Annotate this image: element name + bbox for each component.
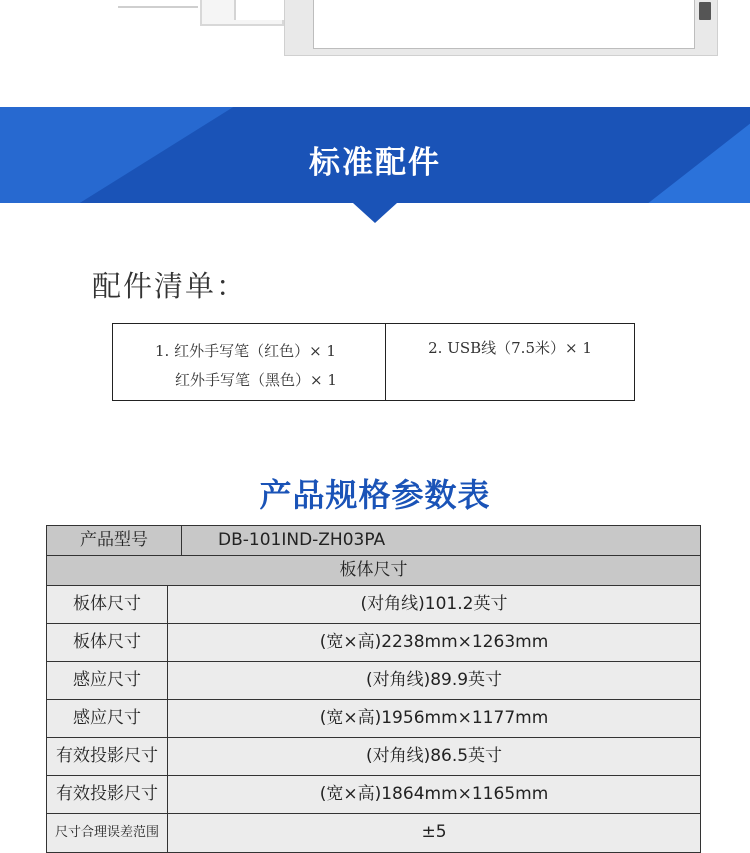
table-row	[47, 624, 700, 662]
table-row	[47, 586, 700, 624]
table-row	[47, 662, 700, 700]
spec-label: 尺寸合理误差范围	[47, 814, 168, 852]
accessory-item: 1. 红外手写笔（红色）× 1	[155, 342, 336, 360]
accessories-table	[112, 323, 635, 401]
accessory-item: 2. USB线（7.5米）× 1	[428, 339, 592, 357]
spec-label: 板体尺寸	[47, 624, 168, 661]
group-label: 板体尺寸	[339, 560, 408, 580]
spec-label: 感应尺寸	[47, 700, 168, 737]
accessory-item: 红外手写笔（黑色）× 1	[175, 371, 337, 389]
table-row	[47, 700, 700, 738]
model-value: DB-101IND-ZH03PA	[218, 530, 386, 550]
spec-label: 有效投影尺寸	[47, 776, 168, 813]
accessories-cell-2	[386, 324, 634, 400]
table-row	[47, 814, 700, 852]
accessories-heading: 配件清单：	[92, 269, 248, 303]
spec-value: (宽×高)2238mm×1263mm	[319, 632, 549, 652]
whiteboard-image	[284, 0, 718, 56]
spec-label: 板体尺寸	[47, 586, 168, 623]
banner-title: 标准配件	[309, 145, 441, 181]
spec-value: (宽×高)1956mm×1177mm	[319, 708, 549, 728]
spec-value: (对角线)101.2英寸	[360, 594, 508, 614]
section-banner	[0, 107, 750, 203]
board-stand-mid	[200, 0, 284, 26]
control-panel-icon	[699, 2, 711, 20]
table-row	[47, 776, 700, 814]
table-group-header	[47, 556, 700, 586]
spec-value: ±5	[421, 822, 447, 842]
accessories-cell-1	[113, 324, 386, 400]
product-image-strip	[0, 0, 750, 105]
table-row	[47, 526, 700, 556]
model-label: 产品型号	[47, 526, 182, 555]
spec-value: (对角线)86.5英寸	[365, 746, 503, 766]
spec-label: 感应尺寸	[47, 662, 168, 699]
table-row	[47, 738, 700, 776]
spec-value: (宽×高)1864mm×1165mm	[319, 784, 549, 804]
spec-table-title: 产品规格参数表	[259, 476, 491, 514]
board-stand-left	[118, 0, 198, 8]
banner-notch	[353, 203, 397, 223]
spec-value: (对角线)89.9英寸	[365, 670, 503, 690]
spec-label: 有效投影尺寸	[47, 738, 168, 775]
spec-table	[46, 525, 701, 853]
